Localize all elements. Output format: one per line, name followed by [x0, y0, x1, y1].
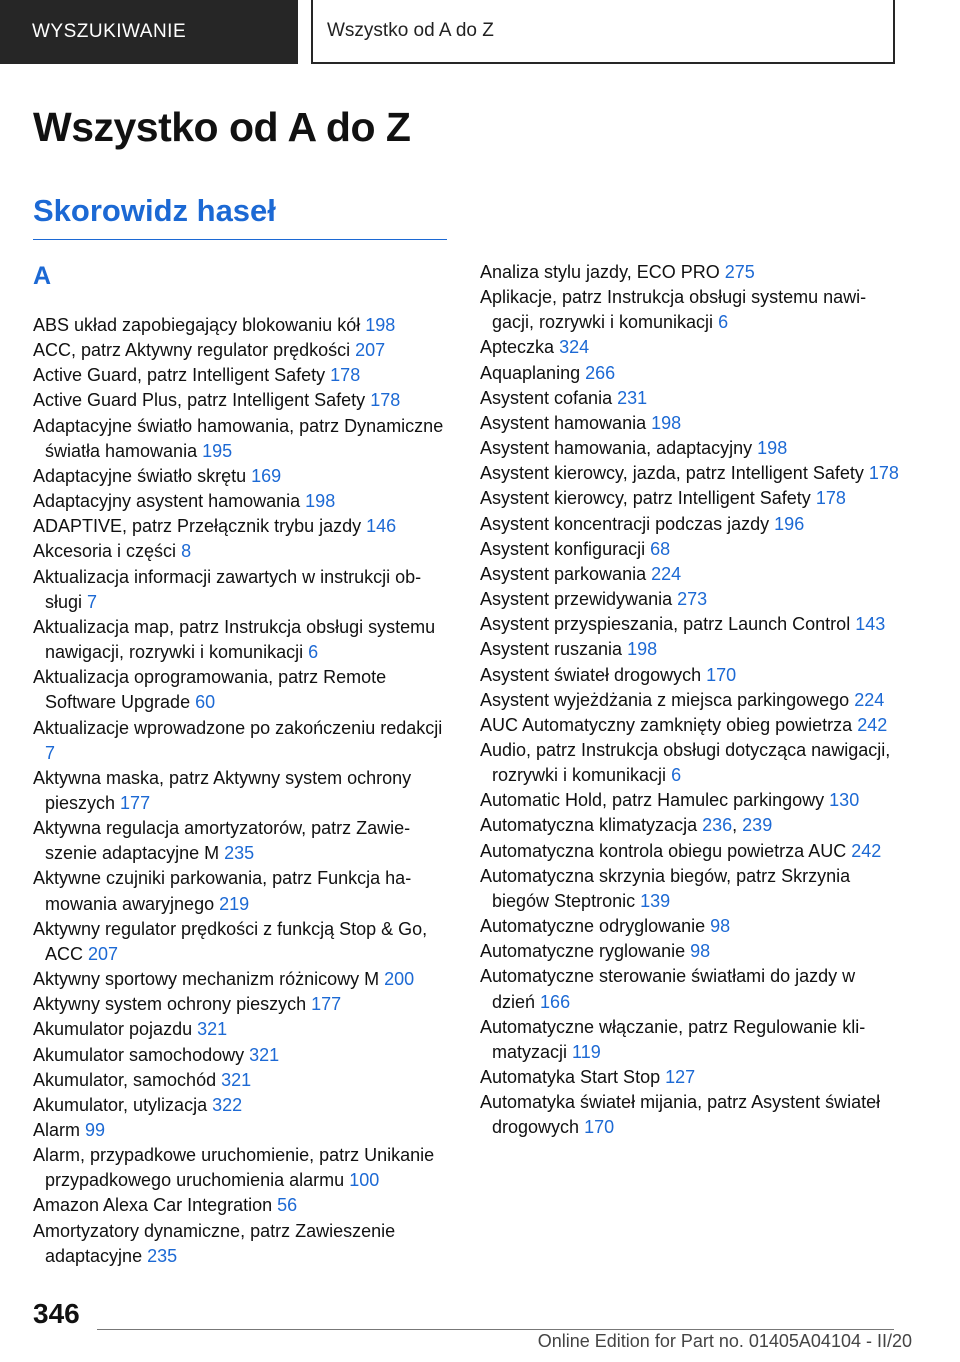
index-entry-text: Automatyczne włączanie, patrz Regulowanie klimatyzacji [480, 1016, 866, 1062]
page-link[interactable]: 166 [540, 991, 571, 1012]
page-link[interactable]: 196 [774, 513, 805, 534]
index-entry [33, 816, 449, 866]
index-entry [480, 436, 900, 461]
index-entry [480, 864, 900, 914]
page-link[interactable]: 127 [665, 1067, 696, 1087]
index-entry-text: Amazon Alexa Car Integration [33, 1195, 273, 1216]
edition-note: Online Edition for Part no. 01405A04104 - II/20 [537, 1331, 912, 1351]
index-entry-text: Analiza stylu jazdy, ECO PRO [480, 262, 720, 282]
subtitle-underline [33, 239, 447, 240]
index-entry-text: AUC Automatyczny zamknięty obieg powietrza [480, 714, 853, 735]
page-link[interactable]: 321 [197, 1019, 228, 1040]
page-link[interactable]: 98 [690, 941, 711, 962]
page-link[interactable]: 143 [855, 614, 886, 635]
page-link[interactable]: 239 [742, 815, 773, 836]
index-entry [480, 411, 900, 436]
page-link[interactable]: 198 [651, 412, 682, 433]
index-entry [33, 313, 449, 338]
index-entry-text: Apteczka [480, 337, 555, 358]
page-link[interactable]: 198 [305, 491, 336, 512]
page-link[interactable]: 224 [854, 689, 885, 710]
index-entry-text: Akumulator, samochód [33, 1069, 217, 1090]
tab-search[interactable]: WYSZUKIWANIE [0, 0, 298, 64]
page-link[interactable]: 170 [706, 664, 737, 685]
index-entry [480, 637, 900, 662]
index-entry [480, 512, 900, 537]
page-link[interactable]: 236 [702, 815, 733, 836]
index-entry-text: Aktywna regulacja amortyzatorów, patrz Zawieszenie adaptacyjne M [33, 818, 411, 864]
index-entry [33, 615, 449, 665]
index-entry [480, 663, 900, 688]
index-entry-text: Aquaplaning [480, 362, 581, 383]
index-entry-text: Asystent świateł drogowych [480, 664, 702, 685]
index-entry [480, 461, 900, 486]
page-link[interactable]: 235 [147, 1245, 178, 1266]
index-entry [33, 766, 449, 816]
index-entry [33, 917, 449, 967]
page-link[interactable]: 198 [757, 438, 788, 459]
page-link[interactable]: 200 [384, 969, 415, 990]
page-link[interactable]: 130 [829, 790, 860, 811]
index-entry: Automatyczna klimatyzacja 236, 239 [480, 815, 773, 836]
index-entry [33, 338, 449, 363]
index-entry-text: Aktualizacja map, patrz Instrukcja obsługi systemu nawigacji, rozrywki i komunikacji [33, 616, 436, 663]
page-link[interactable]: 98 [710, 916, 731, 937]
section-subtitle: Skorowidz haseł [33, 193, 276, 228]
index-entry [480, 738, 900, 788]
top-navigation [0, 0, 960, 66]
index-entry-text: Asystent przewidywania [480, 589, 673, 610]
index-entry-text: Automatyczna klimatyzacja [480, 815, 698, 836]
index-entry [33, 992, 449, 1017]
page-link[interactable]: 178 [815, 488, 846, 509]
page-link[interactable]: 224 [651, 563, 682, 584]
index-entry [33, 716, 449, 766]
index-entry [480, 285, 900, 335]
index-entry-text: Automatyczne ryglowanie [480, 941, 686, 962]
page-link[interactable]: 231 [617, 387, 648, 408]
index-entry [33, 967, 449, 992]
page-link[interactable]: 146 [366, 516, 397, 537]
index-entry-text: Aktualizacje wprowadzone po zakończeniu redakcji [33, 717, 443, 738]
page-link[interactable]: 207 [355, 340, 386, 361]
index-entry-text: Asystent cofania [480, 387, 613, 408]
index-column-right [480, 260, 900, 1140]
index-entry [480, 788, 900, 813]
index-entry [33, 565, 449, 615]
index-entry [33, 489, 449, 514]
index-entry-text: Aktywne czujniki parkowania, patrz Funkcja hamowania awaryjnego [33, 868, 412, 914]
index-entry-text: Asystent hamowania [480, 412, 647, 433]
page-link[interactable]: 178 [868, 463, 899, 484]
page-link[interactable]: 170 [584, 1117, 615, 1138]
index-entry [480, 914, 900, 939]
page-link[interactable]: 242 [857, 714, 888, 735]
index-entry-text: Aplikacje, patrz Instrukcja obsługi systemu nawigacji, rozrywki i komunikacji [480, 287, 867, 333]
index-entry [480, 839, 900, 864]
index-entry [480, 562, 900, 587]
page-link[interactable]: 324 [559, 337, 590, 358]
page-link[interactable]: 7 [45, 742, 56, 763]
index-entry-text: ACC, patrz Aktywny regulator prędkości [33, 340, 351, 361]
page-link[interactable]: 198 [365, 315, 396, 335]
index-entry-text: Adaptacyjne światło hamowania, patrz Dynamiczne światła hamowania [33, 415, 444, 461]
index-entry [480, 587, 900, 612]
page-link[interactable]: 177 [120, 792, 151, 813]
index-entry-text: Alarm, przypadkowe uruchomienie, patrz Unikanie przypadkowego uruchomienia alarmu [33, 1145, 435, 1191]
index-entry [480, 713, 900, 738]
index-entry [33, 1143, 449, 1193]
index-entry-text: Adaptacyjne światło skrętu [33, 465, 247, 486]
index-entry-text: Asystent przyspieszania, patrz Launch Control [480, 614, 851, 635]
index-entry-text: Automatic Hold, patrz Hamulec parkingowy [480, 790, 825, 811]
page-link[interactable]: 6 [308, 642, 319, 663]
index-entry-text: Asystent wyjeżdżania z miejsca parkingowego [480, 689, 850, 710]
index-entry-text: Aktywny regulator prędkości z funkcją Stop & Go, ACC [33, 918, 428, 964]
index-entry [33, 514, 449, 539]
index-entry-text: Akumulator samochodowy [33, 1044, 245, 1065]
page-link[interactable]: 266 [585, 362, 616, 383]
index-entry-text: Asystent koncentracji podczas jazdy [480, 513, 770, 534]
page-link[interactable]: 56 [277, 1195, 298, 1216]
index-entry-text: Amortyzatory dynamiczne, patrz Zawieszenie adaptacyjne [33, 1220, 396, 1266]
index-entry-text: Aktualizacja oprogramowania, patrz Remote Software Upgrade [33, 667, 387, 713]
index-entry [480, 335, 900, 360]
index-entry-text: Automatyczna skrzynia biegów, patrz Skrzynia biegów Steptronic [480, 865, 851, 911]
index-entry [480, 688, 900, 713]
index-entry-text: ADAPTIVE, patrz Przełącznik trybu jazdy [33, 516, 362, 537]
index-entry-text: Asystent kierowcy, jazda, patrz Intelligent Safety [480, 463, 864, 484]
index-entry-text: Aktywny system ochrony pieszych [33, 994, 307, 1015]
index-entry [33, 1193, 449, 1218]
page-title: Wszystko od A do Z [33, 104, 411, 150]
index-entry [480, 1015, 900, 1065]
index-entry [33, 1093, 449, 1118]
footer-divider [97, 1329, 894, 1330]
index-entry-text: Asystent kierowcy, patrz Intelligent Safety [480, 488, 811, 509]
index-entry-text: Automatyka Start Stop [480, 1067, 661, 1087]
index-entry-text: Aktywny sportowy mechanizm różnicowy M [33, 969, 380, 990]
index-entry-text: Alarm [33, 1120, 81, 1140]
index-entry-text: Active Guard Plus, patrz Intelligent Safety [33, 390, 366, 411]
index-entry [480, 612, 900, 637]
index-entry-text: Active Guard, patrz Intelligent Safety [33, 365, 326, 386]
page-link[interactable]: 8 [181, 541, 192, 562]
page-link[interactable]: 219 [219, 893, 250, 914]
index-entry [33, 665, 449, 715]
index-entry [480, 260, 900, 285]
page-link[interactable]: 322 [212, 1094, 243, 1115]
index-entry-text: Akumulator, utylizacja [33, 1094, 208, 1115]
page-link[interactable]: 6 [718, 312, 729, 333]
page-link[interactable]: 99 [85, 1120, 106, 1140]
tab-a-to-z[interactable]: Wszystko od A do Z [311, 0, 895, 64]
index-entry [33, 1118, 449, 1143]
index-entry-text: ABS układ zapobiegający blokowaniu kół [33, 315, 361, 335]
page-link[interactable]: 207 [88, 943, 119, 964]
index-entry-text: Automatyczne odryglowanie [480, 916, 706, 937]
index-entry [33, 1068, 449, 1093]
index-entry-text: Asystent hamowania, adaptacyjny [480, 438, 753, 459]
page-number: 346 [33, 1298, 80, 1329]
page-link[interactable]: 119 [572, 1041, 601, 1062]
index-entry [480, 964, 900, 1014]
page-link[interactable]: 198 [627, 639, 658, 660]
page-link[interactable]: 177 [311, 994, 342, 1015]
index-entry [480, 1065, 900, 1090]
index-entry [33, 866, 449, 916]
index-entry-text: Aktywna maska, patrz Aktywny system ochrony pieszych [33, 767, 412, 813]
index-entry [480, 537, 900, 562]
index-entry-text: Aktualizacja informacji zawartych w instrukcji obsługi [33, 566, 422, 612]
page-link[interactable]: 273 [677, 589, 708, 610]
index-entry [480, 939, 900, 964]
index-entry-text: Asystent ruszania [480, 639, 623, 660]
index-entry [480, 361, 900, 386]
page-link[interactable]: 7 [87, 591, 98, 612]
index-entry [33, 464, 449, 489]
index-entry-text: Audio, patrz Instrukcja obsługi dotycząca nawigacji, rozrywki i komunikacji [480, 739, 891, 786]
index-entry-text: Akcesoria i części [33, 541, 177, 562]
index-entry [480, 1090, 900, 1140]
index-letter: A [33, 262, 52, 290]
page-link[interactable]: 100 [349, 1170, 380, 1191]
index-entry [33, 539, 449, 564]
index-entry-text: Adaptacyjny asystent hamowania [33, 491, 301, 512]
page-link[interactable]: 321 [249, 1044, 280, 1065]
index-entry [33, 388, 449, 413]
index-entry-text: Asystent konfiguracji [480, 538, 646, 559]
index-entry [480, 386, 900, 411]
index-entry [33, 363, 449, 388]
index-entry [480, 486, 900, 511]
index-entry-text: Automatyczne sterowanie światłami do jazdy w dzień [480, 966, 856, 1012]
page-link[interactable]: 169 [251, 465, 282, 486]
index-entry [33, 1017, 449, 1042]
index-entry-text: Akumulator pojazdu [33, 1019, 193, 1040]
page-link[interactable]: 275 [724, 262, 755, 282]
index-entry [33, 1219, 449, 1269]
index-entry [33, 1043, 449, 1068]
page-link[interactable]: 178 [330, 365, 361, 386]
page-link[interactable]: 195 [202, 440, 233, 461]
index-entry-text: Automatyka świateł mijania, patrz Asystent świateł drogowych [480, 1092, 881, 1138]
index-entry-text: Automatyczna kontrola obiegu powietrza AUC [480, 840, 847, 861]
page-link[interactable]: 178 [370, 390, 401, 411]
page-link[interactable]: 242 [851, 840, 882, 861]
page-link[interactable]: 139 [640, 890, 671, 911]
page-link[interactable]: 235 [224, 843, 255, 864]
index-column-left [33, 313, 449, 1269]
page-link[interactable]: 321 [221, 1069, 252, 1090]
page-link[interactable]: 6 [671, 765, 682, 786]
page-link[interactable]: 60 [195, 692, 216, 713]
page-link[interactable]: 68 [650, 538, 671, 559]
index-entry [33, 414, 449, 464]
index-entry-text: Asystent parkowania [480, 563, 647, 584]
